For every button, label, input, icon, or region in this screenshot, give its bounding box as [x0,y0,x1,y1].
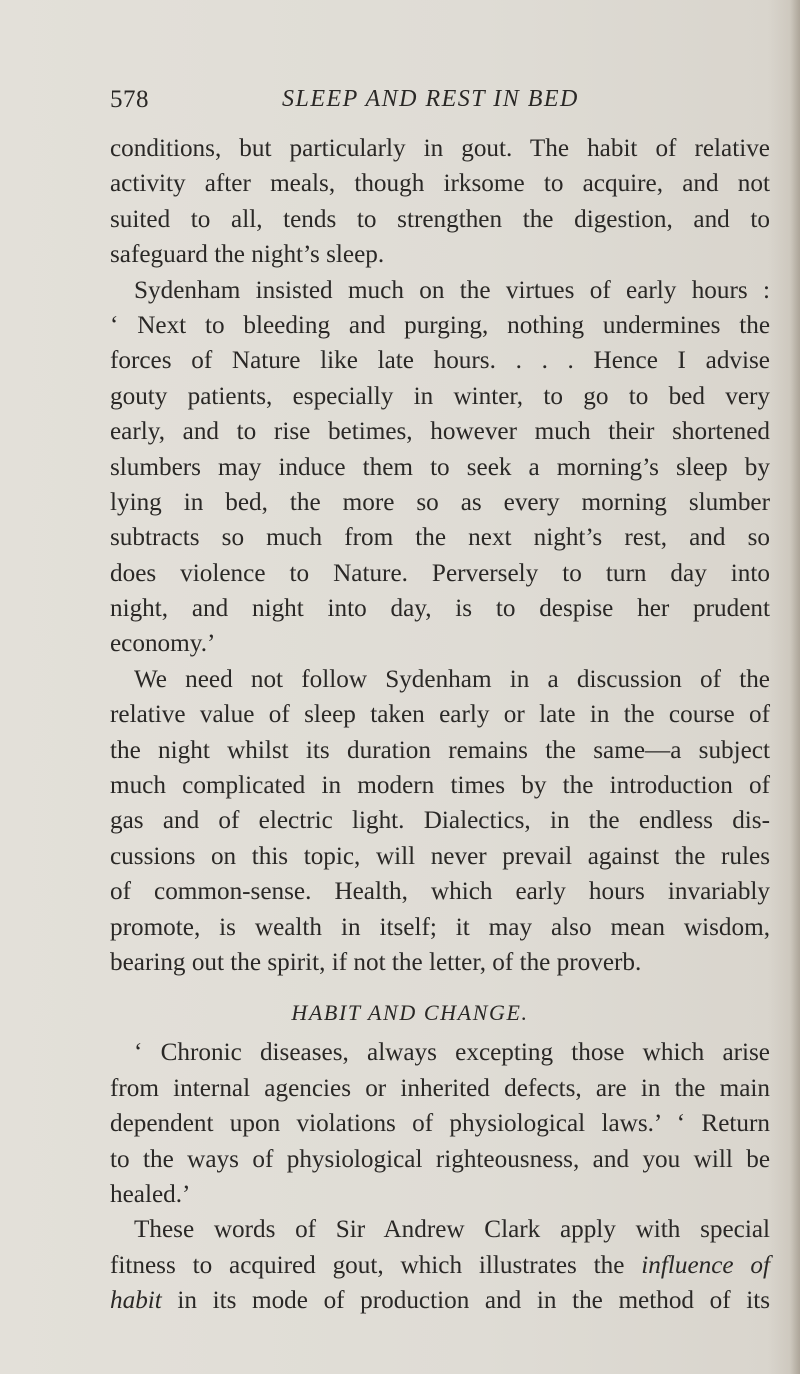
text-line: subtracts so much from the next night’s rest, and so [110,524,770,552]
text-line: suited to all, tends to strengthen the digestion, and to [110,205,770,233]
text-line: dependent upon violations of physiological laws.’ ‘ Return [110,1110,770,1138]
text-line: healed.’ [110,1180,191,1208]
text-line: Sydenham insisted much on the virtues of early hours : [134,276,770,304]
page-edge-shadow [790,0,800,1374]
italic-word: habit [110,1287,162,1315]
text-line: the night whilst its duration remains the same—a subject [110,736,770,764]
text-segment: in its mode of production and in the method of its [177,1287,770,1315]
text-line: relative value of sleep taken early or late in the course of [110,701,770,729]
text-line: forces of Nature like late hours. . . . Hence I advise [110,347,770,375]
paragraph [110,1035,770,1212]
italic-phrase: influence of [641,1251,771,1279]
paragraph [110,662,770,981]
page-body [110,131,770,1319]
text-line [110,1248,770,1283]
text-line: lying in bed, the more so as every morning slumber [110,488,770,516]
page-header [110,80,770,116]
text-line: slumbers may induce them to seek a morning’s sleep by [110,453,770,481]
text-line: We need not follow Sydenham in a discussion of the [134,665,770,693]
text-line: gas and of electric light. Dialectics, in the endless dis- [110,807,770,835]
text-line: from internal agencies or inherited defects, are in the main [110,1074,770,1102]
running-title: SLEEP AND REST IN BED [282,86,579,112]
paragraph [110,131,770,273]
text-line: bearing out the spirit, if not the letter, of the proverb. [110,948,642,976]
text-line: early, and to rise betimes, however much their shortened [110,418,770,446]
paragraph [110,1212,770,1318]
paragraph [110,273,770,662]
section-heading: HABIT AND CHANGE. [291,1000,529,1026]
text-line: conditions, but particularly in gout. The habit of relative [110,135,770,162]
text-segment: fitness to acquired gout, which illustrates the [110,1251,625,1279]
text-line: night, and night into day, is to despise her prudent [110,595,770,623]
text-line: ‘ Next to bleeding and purging, nothing undermines the [110,311,770,339]
text-line [110,1283,770,1318]
page-number: 578 [110,86,149,113]
text-line: safeguard the night’s sleep. [110,241,385,269]
text-line: economy.’ [110,630,216,658]
text-line: does violence to Nature. Perversely to turn day into [110,559,770,587]
text-line: These words of Sir Andrew Clark apply with special [134,1216,770,1244]
text-line: cussions on this topic, will never prevail against the rules [110,842,770,870]
text-line: of common-sense. Health, which early hours invariably [110,878,770,906]
text-line: ‘ Chronic diseases, always excepting those which arise [134,1039,770,1067]
text-line: gouty patients, especially in winter, to go to bed very [110,382,770,410]
text-line: activity after meals, though irksome to acquire, and not [110,170,770,198]
text-line: to the ways of physiological righteousness, and you will be [110,1145,770,1173]
text-line: promote, is wealth in itself; it may also mean wisdom, [110,913,770,941]
text-line: much complicated in modern times by the introduction of [110,772,770,800]
